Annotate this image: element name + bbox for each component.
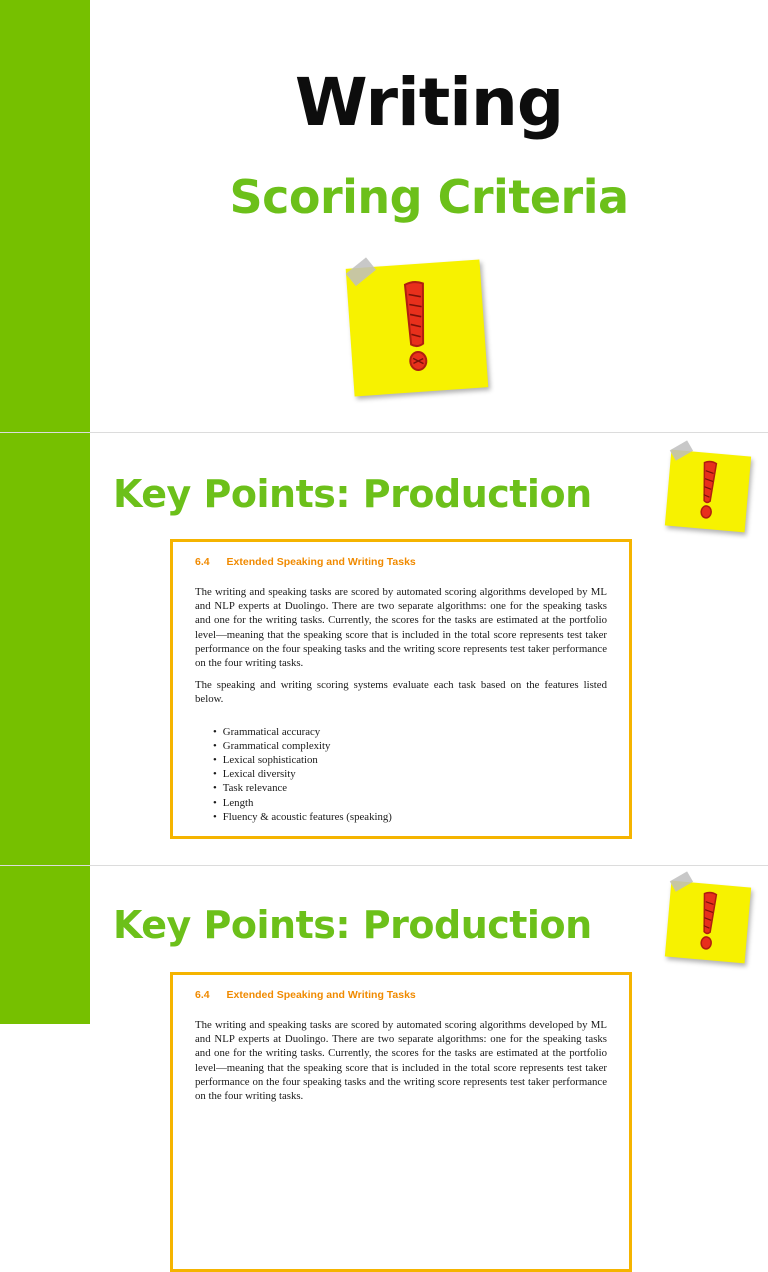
section-title: Extended Speaking and Writing Tasks xyxy=(226,989,416,1001)
slide-sidebar xyxy=(0,866,90,1024)
list-item: • Length xyxy=(213,796,607,810)
excerpt-paragraph-1: The writing and speaking tasks are scored by automated scoring algorithms developed by ML and NLP experts at Duolingo. There are two separate algorithms: one for the speaking tasks and one for the writing tasks. Currently, the scores for the tasks are estimated at the portfolio level—meaning that the speaking score that is included in the total score represents test taker performance on the four speaking tasks and the writing score represents test taker performance on the four writing tasks. xyxy=(195,1019,607,1103)
sticky-note-exclamation-icon xyxy=(665,881,751,964)
excerpt-heading xyxy=(195,989,607,1001)
slide-sidebar xyxy=(0,0,90,432)
section-title: Extended Speaking and Writing Tasks xyxy=(226,556,416,568)
excerpt-box xyxy=(170,539,632,839)
excerpt-paragraph-1: The writing and speaking tasks are scored by automated scoring algorithms developed by ML and NLP experts at Duolingo. There are two separate algorithms: one for the speaking tasks and one for the writing tasks. Currently, the scores for the tasks are estimated at the portfolio level—meaning that the speaking score that is included in the total score represents test taker performance on the four speaking tasks and the writing score represents test taker performance on the four writing tasks. xyxy=(195,586,607,670)
list-item: • Task relevance xyxy=(213,781,607,795)
sticky-note-exclamation-icon xyxy=(346,259,489,396)
list-item: • Fluency & acoustic features (speaking) xyxy=(213,810,607,824)
excerpt-heading xyxy=(195,556,607,568)
excerpt-paragraph-2: The speaking and writing scoring systems evaluate each task based on the features listed below. xyxy=(195,679,607,706)
excerpt-box xyxy=(170,972,632,1272)
list-item: • Grammatical complexity xyxy=(213,739,607,753)
slide-key-points-2 xyxy=(0,866,768,1103)
slide-title xyxy=(0,0,768,432)
list-item: • Lexical sophistication xyxy=(213,753,607,767)
list-item: • Lexical diversity xyxy=(213,767,607,781)
sticky-note-exclamation-icon xyxy=(665,450,751,533)
slide-key-points-1 xyxy=(0,433,768,865)
slide-title-heading: Writing xyxy=(294,64,564,141)
list-item: • Grammatical accuracy xyxy=(213,725,607,739)
feature-list xyxy=(213,725,607,824)
section-number: 6.4 xyxy=(195,989,210,1001)
key-points-title: Key Points: Production xyxy=(113,472,592,516)
section-number: 6.4 xyxy=(195,556,210,568)
slide-subtitle: Scoring Criteria xyxy=(229,170,629,224)
slide-sidebar xyxy=(0,433,90,865)
key-points-title: Key Points: Production xyxy=(113,903,592,947)
